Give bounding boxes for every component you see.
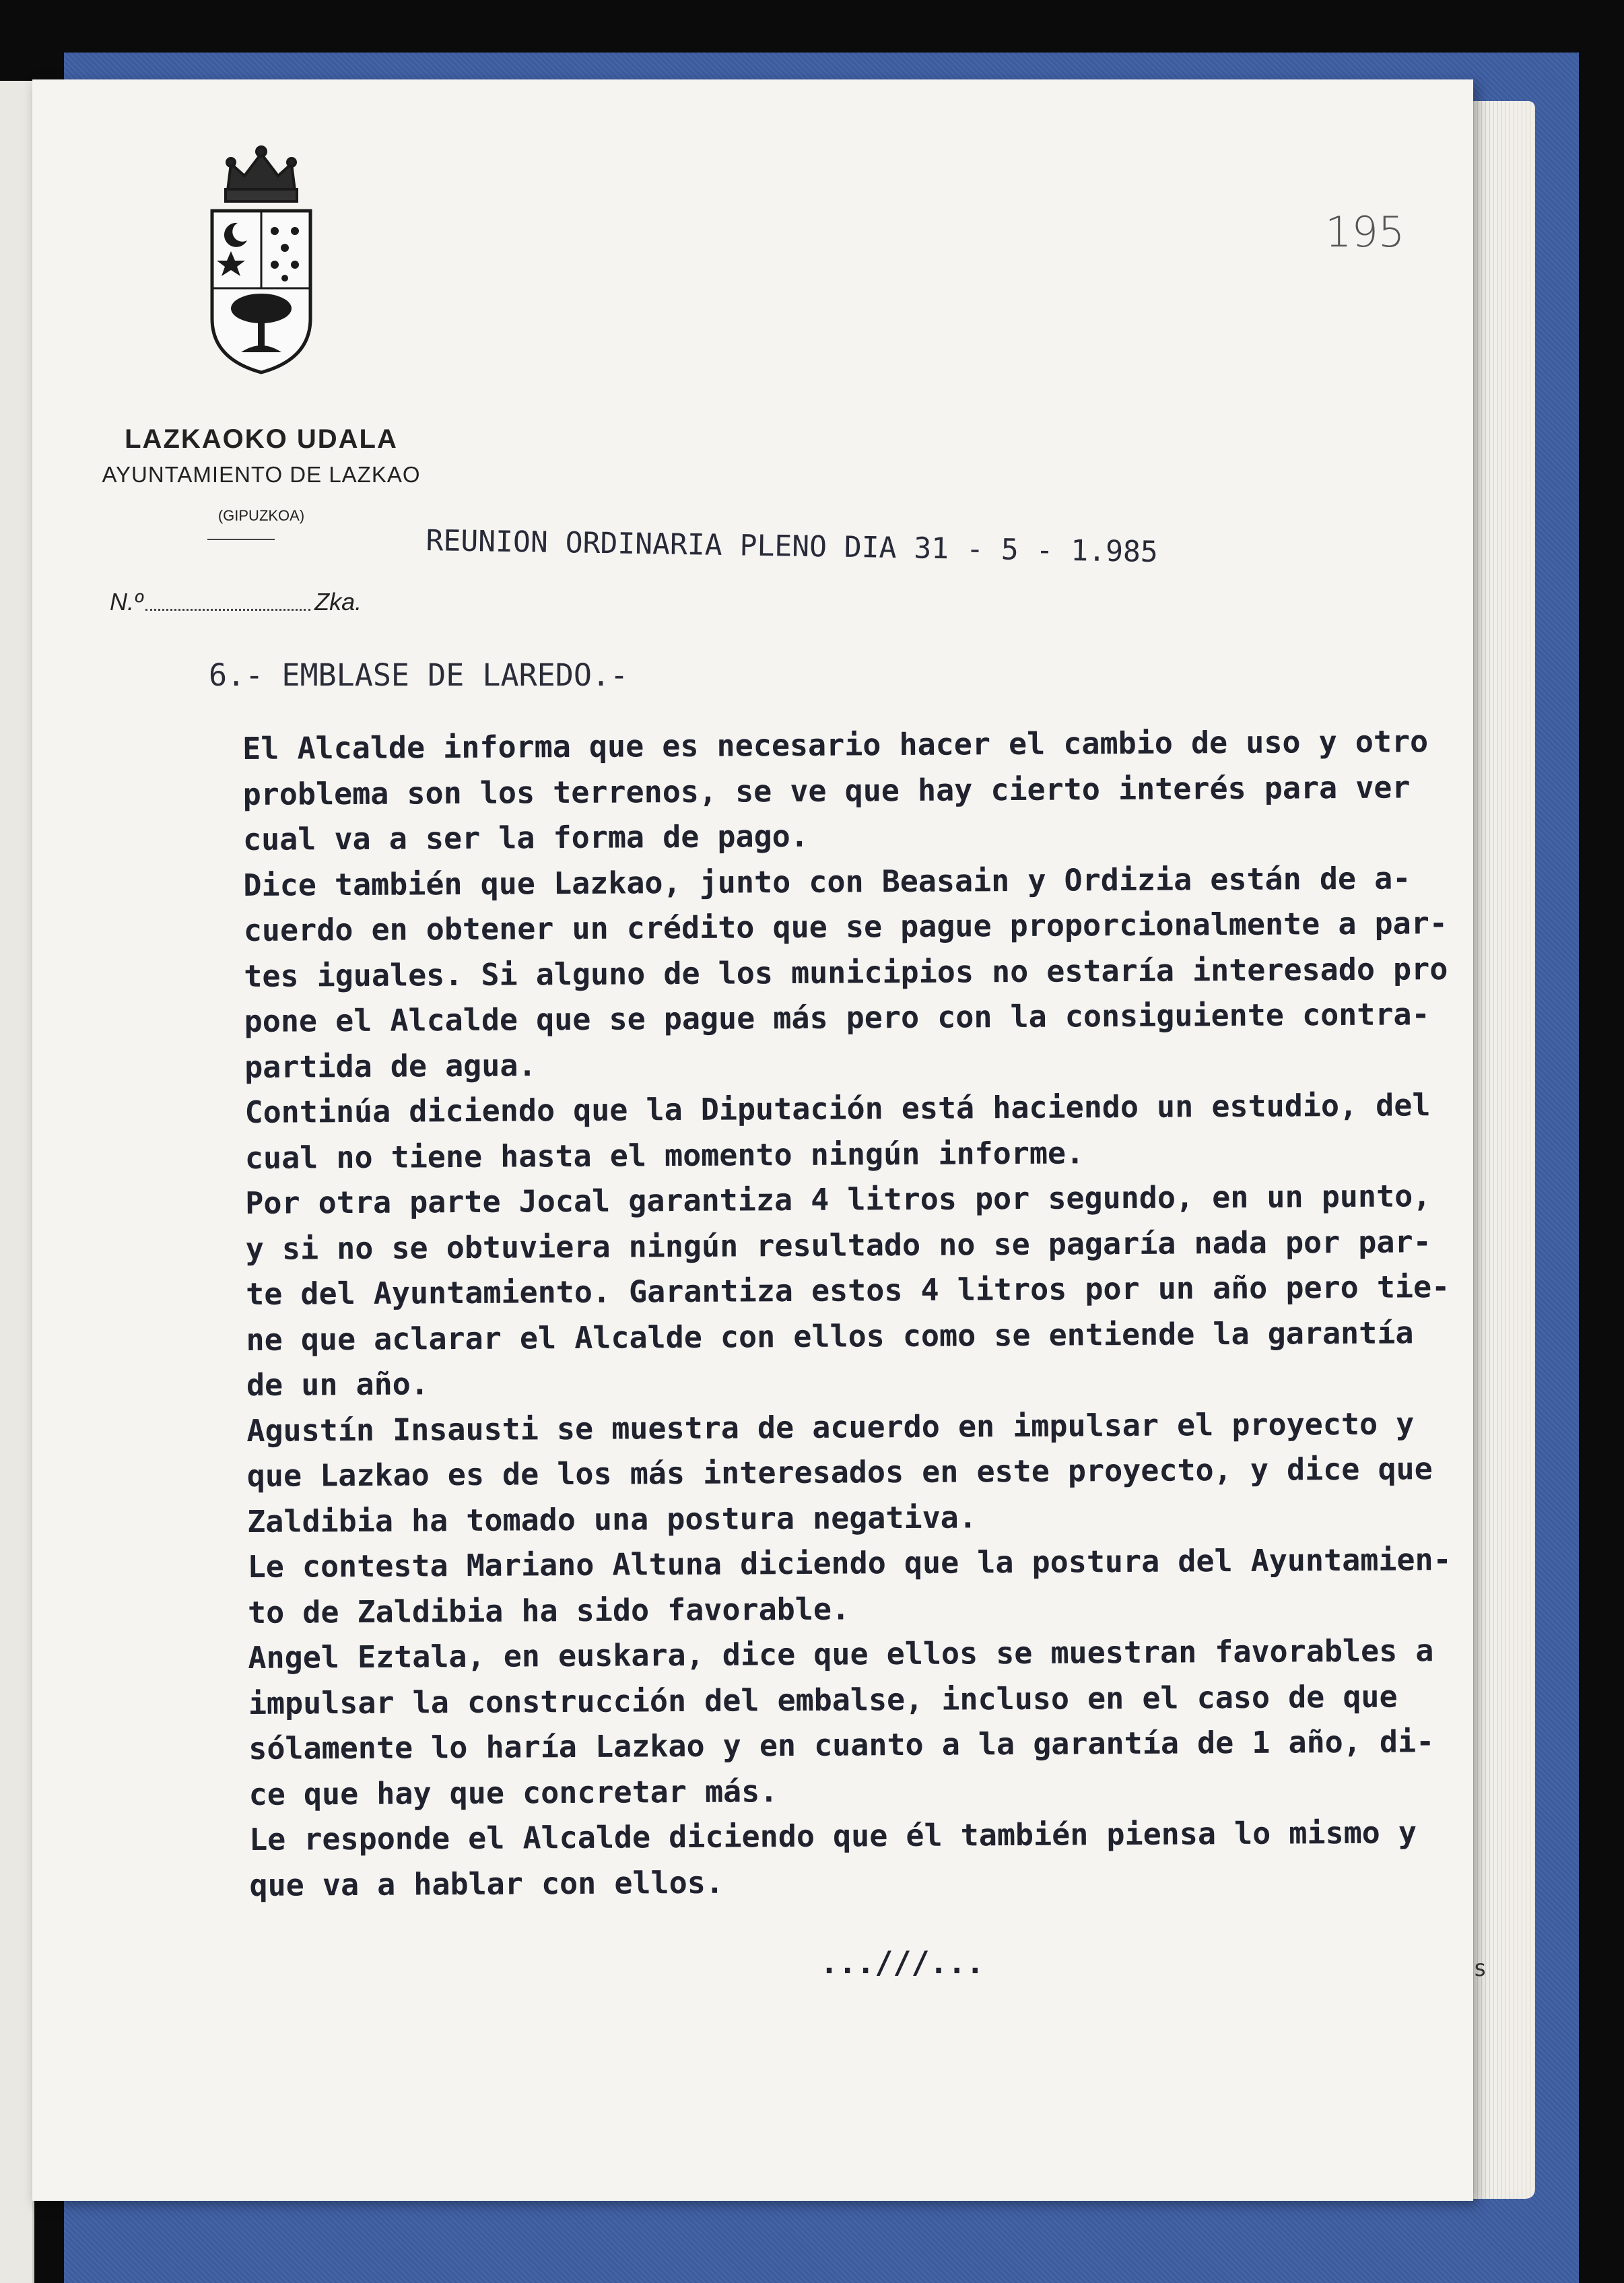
text-line: pone el Alcalde que se pague más pero con la consiguiente contra- xyxy=(244,996,1430,1039)
body-text xyxy=(242,719,1489,1908)
text-line: ne que aclarar el Alcalde con ellos como se entiende la garantía xyxy=(246,1314,1414,1358)
text-line: cual no tiene hasta el momento ningún informe. xyxy=(244,1134,1085,1176)
text-line: te del Ayuntamiento. Garantiza estos 4 litros por un año pero tie- xyxy=(245,1269,1450,1312)
text-line: y si no se obtuviera ningún resultado no se pagaría nada por par- xyxy=(245,1223,1431,1267)
text-line: que va a hablar con ellos. xyxy=(249,1864,724,1903)
text-line: Angel Eztala, en euskara, dice que ellos se muestran favorables a xyxy=(248,1632,1434,1676)
org-province: (GIPUZKOA) xyxy=(217,507,305,524)
closing-marks: ...///... xyxy=(820,1945,984,1981)
text-line: ce que hay que concretar más. xyxy=(248,1773,778,1812)
text-line: partida de agua. xyxy=(244,1047,537,1085)
text-line: Agustín Insausti se muestra de acuerdo en impulsar el proyecto y xyxy=(246,1405,1415,1449)
document-page xyxy=(32,79,1487,2201)
margin-note: s xyxy=(1473,1955,1487,1982)
text-line: que Lazkao es de los más interesados en este proyecto, y dice que xyxy=(246,1451,1433,1494)
text-line: El Alcalde informa que es necesario hacer el cambio de uso y otro xyxy=(242,723,1429,766)
registry-number-field xyxy=(110,588,362,616)
number-blank xyxy=(145,609,310,611)
org-name-basque: LAZKAOKO UDALA xyxy=(125,424,398,454)
minutes-title: REUNION ORDINARIA PLENO DIA 31 - 5 - 1.985 xyxy=(426,524,1159,570)
number-prefix: N.º xyxy=(110,588,143,616)
coat-of-arms-icon xyxy=(204,143,318,409)
text-line: Zaldibia ha tomado una postura negativa. xyxy=(247,1498,978,1540)
text-line: Continúa diciendo que la Diputación está haciendo un estudio, del xyxy=(244,1087,1431,1130)
text-line: problema son los terrenos, se ve que hay cierto interés para ver xyxy=(242,768,1411,812)
text-line: tes iguales. Si alguno de los municipios no estaría interesado pro xyxy=(244,950,1448,994)
page-number: 195 xyxy=(1325,207,1405,257)
text-line: to de Zaldibia ha sido favorable. xyxy=(247,1591,850,1630)
text-line: Dice también que Lazkao, junto con Beasain y Ordizia están de a- xyxy=(243,859,1411,903)
org-name-spanish: AYUNTAMIENTO DE LAZKAO xyxy=(102,462,421,487)
text-line: cual va a ser la forma de pago. xyxy=(242,818,809,857)
section-heading: 6.- EMBLASE DE LAREDO.- xyxy=(209,657,629,693)
text-line: Le responde el Alcalde diciendo que él también piensa lo mismo y xyxy=(248,1814,1417,1857)
text-line: cuerdo en obtener un crédito que se pague proporcionalmente a par- xyxy=(243,905,1448,948)
text-line: impulsar la construcción del embalse, incluso en el caso de que xyxy=(248,1678,1398,1721)
number-suffix: Zka. xyxy=(314,588,362,616)
facing-page-edge xyxy=(0,81,34,2283)
text-line: de un año. xyxy=(246,1366,430,1403)
text-line: Por otra parte Jocal garantiza 4 litros por segundo, en un punto, xyxy=(245,1178,1431,1221)
text-line: sólamente lo haría Lazkao y en cuanto a la garantía de 1 año, di- xyxy=(248,1723,1435,1766)
header-divider xyxy=(207,539,275,540)
text-line: Le contesta Mariano Altuna diciendo que la postura del Ayuntamien- xyxy=(247,1542,1452,1585)
